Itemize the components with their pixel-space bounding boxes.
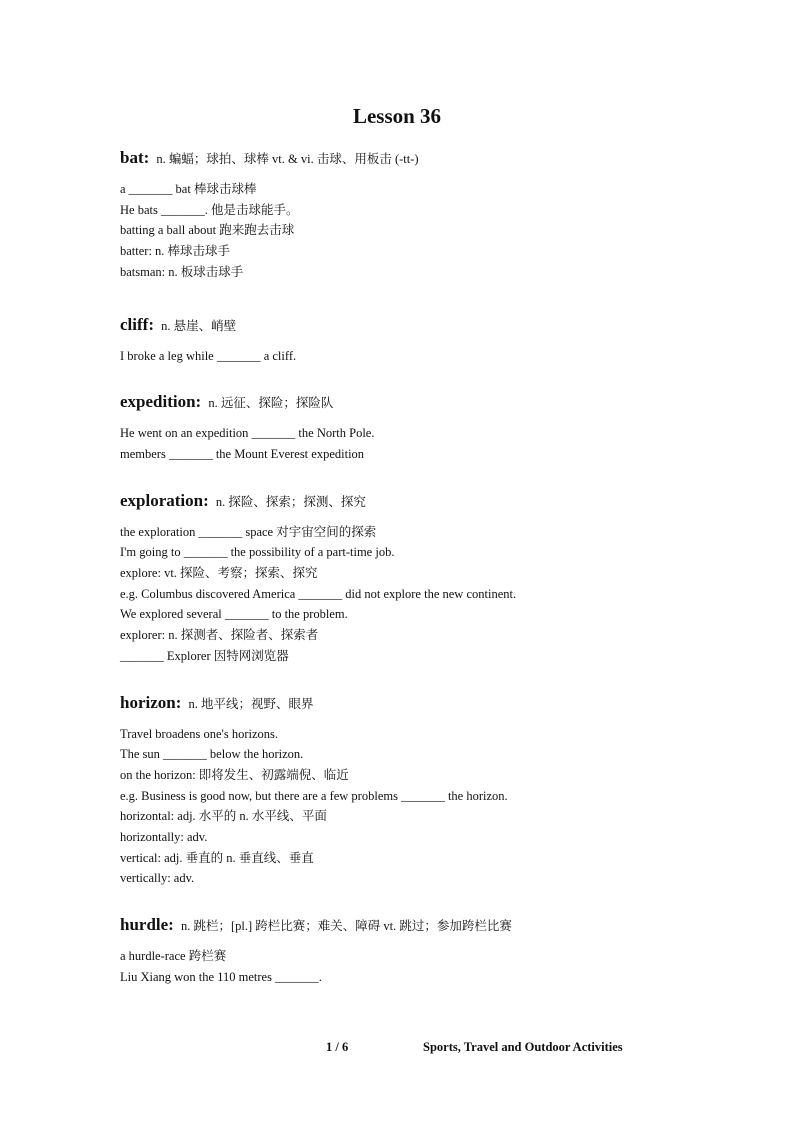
headword-line: [120, 913, 760, 938]
example-line: batter: n. 棒球击球手: [120, 244, 231, 259]
headword: cliff:: [120, 314, 154, 334]
definition: n. 蝙蝠；球拍、球棒 vt. & vi. 击球、用板击 (-tt-): [156, 152, 419, 166]
vocab-entry-hurdle: [120, 913, 760, 987]
example-line: e.g. Columbus discovered America _______ did not explore the new continent.: [120, 586, 517, 601]
definition: n. 探险、探索；探测、探究: [215, 494, 366, 509]
page-footer: [0, 1040, 794, 1060]
headword: bat:: [120, 148, 150, 167]
vocab-entry-bat: [120, 146, 760, 283]
vocab-entry-expedition: [120, 390, 760, 464]
example-line: We explored several _______ to the problem.: [120, 607, 348, 622]
footer-title: Sports, Travel and Outdoor Activities: [423, 1040, 623, 1054]
headword: exploration:: [120, 490, 209, 510]
example-line: vertically: adv.: [120, 871, 195, 886]
vocab-entry-exploration: [120, 489, 760, 667]
example-line: He bats _______. 他是击球能手。: [120, 202, 299, 217]
headword-line: [120, 390, 760, 415]
definition: n. 远征、探险；探险队: [208, 396, 334, 411]
headword: hurdle:: [120, 915, 174, 935]
headword-line: [120, 313, 760, 338]
example-line: the exploration _______ space 对宇宙空间的探索: [120, 524, 377, 539]
example-line: vertical: adj. 垂直的 n. 垂直线、垂直: [120, 850, 314, 865]
example-line: I broke a leg while _______ a cliff.: [120, 348, 297, 363]
vocabulary-list: [120, 146, 760, 1012]
page-title: Lesson 36: [352, 104, 442, 128]
headword-line: [120, 146, 760, 171]
headword: expedition:: [120, 392, 202, 412]
vocab-entry-cliff: [120, 313, 760, 367]
example-line: batsman: n. 板球击球手: [120, 264, 244, 279]
headword: horizon:: [120, 692, 182, 712]
example-line: Travel broadens one's horizons.: [120, 726, 279, 741]
example-line: horizontal: adj. 水平的 n. 水平线、平面: [120, 809, 327, 824]
example-line: a hurdle-race 跨栏赛: [120, 949, 227, 964]
example-line: He went on an expedition _______ the North Pole.: [120, 426, 375, 441]
headword-line: [120, 489, 760, 514]
definition: n. 悬崖、峭壁: [161, 318, 237, 333]
vocab-entry-horizon: [120, 691, 760, 890]
example-line: Liu Xiang won the 110 metres _______.: [120, 969, 322, 984]
headword-line: [120, 691, 760, 716]
example-line: horizontally: adv.: [120, 830, 208, 845]
example-line: explorer: n. 探测者、探险者、探索者: [120, 628, 319, 643]
definition: n. 跳栏；[pl.] 跨栏比赛；难关、障碍 vt. 跳过；参加跨栏比赛: [180, 919, 512, 934]
definition: n. 地平线；视野、眼界: [188, 696, 314, 711]
example-line: members _______ the Mount Everest expedition: [120, 446, 365, 461]
example-line: a _______ bat 棒球击球棒: [120, 182, 257, 196]
example-line: e.g. Business is good now, but there are a few problems _______ the horizon.: [120, 788, 508, 803]
example-line: I'm going to _______ the possibility of a part-time job.: [120, 545, 395, 560]
example-line: explore: vt. 探险、考察；探索、探究: [120, 566, 318, 581]
page-number: 1 / 6: [326, 1040, 349, 1054]
example-line: on the horizon: 即将发生、初露端倪、临近: [120, 767, 349, 782]
example-line: The sun _______ below the horizon.: [120, 747, 304, 762]
example-line: _______ Explorer 因特网浏览器: [120, 648, 289, 663]
example-line: batting a ball about 跑来跑去击球: [120, 223, 295, 238]
